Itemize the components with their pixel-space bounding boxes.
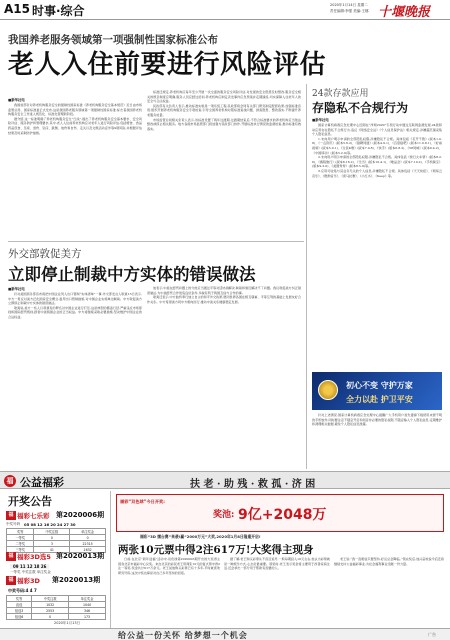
lead-paragraph: 据介绍,这一标准明确了养老机构服务安全“红线”,提出了养老机构服务安全基本要求、安全风险评估、服务防护和管理要求,其中,老人入住前养老机构应对老年人进行风险评估,包括噎食、食品药品误食、压疮、烫伤、坠床、跌倒、他伤和自伤、走失以及文娱活动意外等9项风险,并根据评估结果及时采取防护措施。 <box>8 116 142 135</box>
issue-date: 2020年1月14日 星期二 <box>330 3 368 7</box>
table-cell: 组选6 <box>7 614 32 620</box>
lead-paragraph: 民政部有关负责人表示,推动标准实施是一项系统工程,民政部将会同有关部门研究制定配套政策,加强标准宣贯,组织开展养老机构服务安全专项检查,引导全国养老机构对照标准查找问题、排查隐患、整改落实,不断提升养老服务质量。 <box>147 103 301 117</box>
lottery-col-1 <box>118 557 220 623</box>
foreign-byline: ■新华社电 <box>8 287 25 291</box>
foreign-col-2 <box>147 286 301 462</box>
f3d-numbers: 09 11 12 18 26 <box>10 564 49 569</box>
lottery-paragraph: 老王说:“我一直相信只要坚持,好运总会降临。”领完奖后,他兴奋地说今后还将继续支持公益福彩事业,为社会福利事业贡献一份力量。 <box>334 557 444 566</box>
table-cell: 2553 <box>32 608 69 614</box>
jackpot-value: 9亿+2048万 <box>238 507 327 523</box>
table-header: 奖等 <box>7 529 34 535</box>
ad-label: 广告 <box>428 632 436 637</box>
banner-line-1: 初心不变 守护万家 <box>346 380 413 390</box>
lottery-paragraph: 据了解,老王购买彩票从不盲目追号,一般每期投入10元左右,他认为彩票就是一种娱乐方式,心态好最重要。领奖时,老王表示奖金将主要用于改善家庭生活,还会拿出一部分用于帮助有需要的人。 <box>224 557 330 571</box>
bottom-banner <box>0 628 450 640</box>
kl-date: 2020年1月13日 <box>54 621 81 625</box>
jackpot-note: 福彩“3D 擂台赛”来袭!赢“2000万元”大奖,2020年1月8日隆重开启! <box>140 534 261 539</box>
side-headline: 24款存款应用 <box>312 89 369 99</box>
table-header: 奖等 <box>7 596 32 602</box>
lottery-slogan: 扶 老 · 助 残 · 救 孤 · 济 困 <box>190 479 316 490</box>
notice-title: 开奖公告 <box>8 495 52 508</box>
foreign-paragraph: 耿爽说,美方一些人以莫须有的罪名对中国企业进行打压,这是典型的霸凌行径,严重违反市场原则和国际经贸规则,损害中美两国企业的正当权益。中方将继续采取必要措施,坚决维护中国企业的合法权益。 <box>8 305 142 319</box>
side-paragraph: 3.应用可收集与其业务无关的个人信息,涉嫌隐私不合规。具体包括《天天快报》、《网易云音乐》、《酷狗音乐》、《喜马拉雅》、《小红书》、《Keep》等。 <box>312 168 442 178</box>
foreign-paragraph: 针对美国商务部宣布将把中国企业列入出口管制“实体清单”一事,外交部发言人耿爽13日表示,中方一贯反对美方泛化国家安全概念,滥用出口管制措施,对中国企业实施单边制裁。中方敦促美方立即停止制裁中方实体的错误做法。 <box>8 292 142 306</box>
lottery-paragraph: 日前,在北京“新年迎福”活动中,双色球第2020003期开出的大奖得主现身北京市福彩中心兑奖。来自北京的彩民老王用两张10元的复式票中得2注一等奖,奖金共计617万余元。老王说他购买彩票已有十多年,平时就喜欢研究号码,这次中奖也算是对自己多年坚持的回报。 <box>118 557 220 575</box>
table-cell: 3 <box>34 541 70 547</box>
fc-issue: 第2020006期 <box>56 511 105 519</box>
kl-prize-table <box>6 595 106 620</box>
brand-logo: 十堰晚报 <box>378 5 431 20</box>
lead-paragraph: 市场监管总局相关负责人表示,该标准设置了两年过渡期,过渡期结束后,不符合标准要求的养老机构应当依法整改或停止相关服务。地方各级市场监管部门将加强与民政部门协作,开展标准执行情况的监督检查,推动标准有效落实。 <box>147 117 301 131</box>
foreign-paragraph: 耿爽还表示,中方始终奉行独立自主的和平外交政策,愿同世界各国在相互尊重、平等互利的基础上发展友好合作关系。中方希望美方同中方相向而行,推动中美关系健康稳定发展。 <box>147 295 301 304</box>
table-row <box>7 529 106 535</box>
fc-prize-table <box>6 528 106 553</box>
lead-kicker: 我国养老服务领域第一项强制性国家标准公布 <box>8 34 218 46</box>
lead-col-2 <box>147 90 301 237</box>
f3d-logo-icon: 福 <box>6 552 16 561</box>
page-number: A15 <box>4 2 30 16</box>
table-cell: 1040 <box>69 602 106 608</box>
f3d-row: 一等奖 中奖注数 单注奖金 <box>10 570 51 574</box>
table-row <box>7 596 106 602</box>
fc-numbers: 05 08 12 16 20 24 27 30 <box>24 522 76 527</box>
column-rule <box>306 84 307 469</box>
lottery-brand: 公益福彩 <box>20 476 64 489</box>
lead-headline: 老人入住前要进行风险评估 <box>8 50 327 80</box>
banner-line-2: 全力以赴 护卫平安 <box>346 394 413 404</box>
column-rule <box>110 491 111 629</box>
lottery-headline: 两张10元票中得2注617万!大奖得主现身 <box>118 544 314 556</box>
side-paragraph: 针对上述情况,国家计算机病毒应急处理中心提醒广大手机用户首先谨慎下载使用来源不明的手机软件,同时要注意不随意开启和同意非必要的隐私权限,不随意输入个人隐私信息,定期维护和清理相关数据,避免个人隐私信息泄露。 <box>312 413 442 427</box>
lottery-col-2 <box>224 557 330 623</box>
side-byline: ■新华社电 <box>312 118 329 122</box>
side-paragraph: 2.未向用户明示申请的全部隐私权限,涉嫌隐私不合规。具体包括《智行火车票》(版本8.2.6)、《携程旅行》(版本8.16.2)、《当当》(版本10.4.1)、《唯品会》(版本7.10.2)、《手机淘宝》(版本9.2.0)、《美图秀秀》(版本8.5.9)等。 <box>312 155 442 169</box>
lead-paragraph: 标准还规定,养老机构应每年至少开展一次全面的服务安全风险评估,对发现的安全隐患及时整改,服务安全相关的规章制度应明确,服务人员应经过培训,养老机构应制定突发事件应急预案并定期演练,切实保障入住老年人的安全与合法权益。 <box>147 90 301 104</box>
table-cell: 组选3 <box>7 608 32 614</box>
jackpot-prefix: 奖池: <box>213 510 235 520</box>
table-cell: 0 <box>32 614 69 620</box>
side-paragraph: 国家计算机病毒应急处理中心近期在“净网2020”专项行动中通过互联网监测发现,24款移动应用存在隐私不合规行为,违反《网络安全法》《个人信息保护法》相关规定,涉嫌超范围采集个人隐私信息。 <box>312 123 442 137</box>
table-row <box>7 614 106 620</box>
jackpot-label: 福彩“双色球”今日开奖: <box>120 499 165 504</box>
table-header: 单注奖金 <box>70 529 106 535</box>
table-cell: 346 <box>69 608 106 614</box>
fc-game-name: 福彩七乐彩 <box>17 512 50 520</box>
fc-numbers-label: 中奖号码 <box>6 522 20 526</box>
table-cell: 22315 <box>70 541 106 547</box>
side-subhead: 存隐私不合规行为 <box>312 101 409 115</box>
table-cell: 一等奖 <box>7 535 34 541</box>
lottery-notice-panel <box>4 491 108 629</box>
section-rule <box>8 241 304 242</box>
police-badge-icon <box>318 380 338 400</box>
table-cell: 直选 <box>7 602 32 608</box>
kl-logo-icon: 福 <box>6 576 16 585</box>
masthead <box>0 0 450 20</box>
police-banner <box>312 372 442 410</box>
table-cell: 三等奖 <box>7 547 34 553</box>
side-paragraph: 1.未向用户明示申请的全部隐私权限,涉嫌隐私不合规。具体包括《花开不败》(版本1.0.8)、《一点资讯》(版本5.6.2)、《猎聘同道》(版本4.9.1)、《百度贴吧》(版本11.0.8.1)、《好看视频》(版本5.0.1)、《全民K歌》(版本7.0.8)、《快手》(版本6.8.2)、《58同城》(版本9.4.2)、《中国移动》(版本5.2.0)等。 <box>312 136 442 155</box>
kl-game-name: 福彩3D <box>17 577 40 585</box>
section-name: 时事·综合 <box>32 4 85 18</box>
foreign-paragraph: 他表示,中美在经贸问题上的分歧应当通过平等对话协商解决,制裁和施压解决不了问题。我们敦促美方纠正错误做法,为中美经贸合作创造良好条件,多做有利于两国互信与合作的事。 <box>147 286 301 295</box>
foreign-col-1 <box>8 292 142 462</box>
table-cell: 0 <box>34 535 70 541</box>
table-cell: 0 <box>70 535 106 541</box>
lottery-banner <box>0 471 450 489</box>
side-tail <box>312 413 442 467</box>
table-cell: 1632 <box>70 547 106 553</box>
table-header: 单注奖金 <box>69 596 106 602</box>
table-cell: 1032 <box>32 602 69 608</box>
jackpot-box <box>116 494 444 532</box>
fc-logo-icon: 福 <box>6 511 16 520</box>
foreign-kicker: 外交部敦促美方 <box>8 248 82 260</box>
table-cell: 41 <box>34 547 70 553</box>
f3d-game-name: 福彩3D选5 <box>17 553 51 561</box>
foreign-headline: 立即停止制裁中方实体的错误做法 <box>8 265 256 284</box>
lead-paragraph: 我国首部针对养老机构服务安全的强制性国家标准《养老机构服务安全基本规范》近日由市场监管总局、国家标准委正式发布,这是我国养老服务领域第一项强制性国家标准,标志着我国养老机构服务安全工作进入规范化、标准化管理新阶段。 <box>8 103 142 117</box>
table-cell: 173 <box>69 614 106 620</box>
table-cell: 二等奖 <box>7 541 34 547</box>
f3d-issue: 第2020013期 <box>56 552 105 560</box>
side-body <box>312 123 442 369</box>
editor-credit: 责任编辑:李强 美编:王娜 <box>330 9 369 13</box>
lead-byline: ■新华社电 <box>8 98 25 102</box>
kl-issue: 第2020013期 <box>52 576 101 584</box>
lottery-col-3 <box>334 557 444 623</box>
table-header: 中奖注数 <box>32 596 69 602</box>
welfare-logo-icon: 福 <box>4 475 16 487</box>
table-header: 中奖注数 <box>34 529 70 535</box>
kl-numbers: 中奖号码:4 4 7 <box>8 588 37 593</box>
lead-col-1 <box>8 103 142 237</box>
bottom-slogan: 给公益一份关怀 给梦想一个机会 <box>118 630 248 640</box>
